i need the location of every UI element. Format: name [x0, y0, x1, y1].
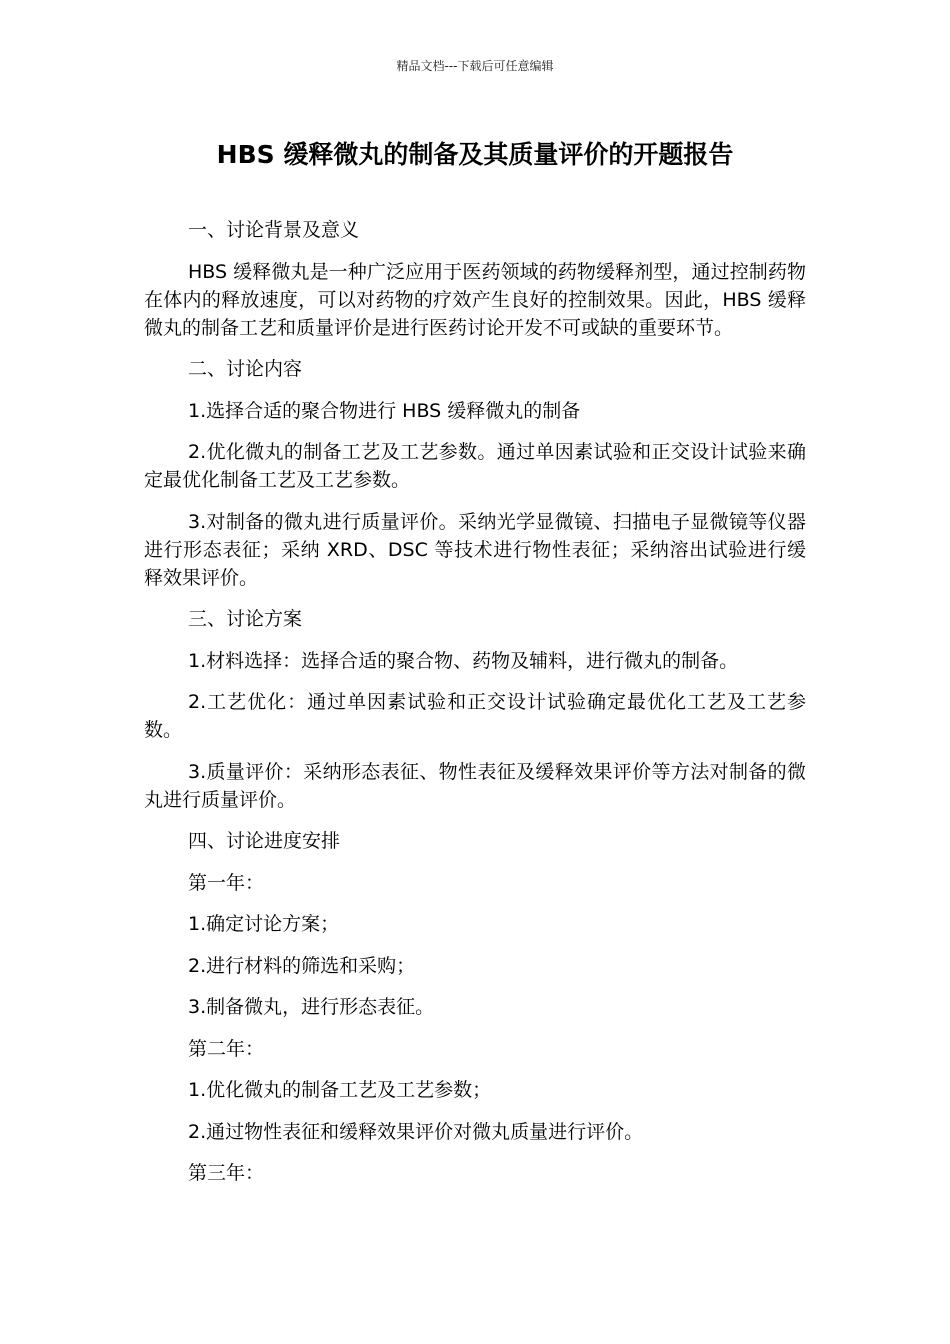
schedule-year-2-item-1: 1.优化微丸的制备工艺及工艺参数；	[188, 1079, 492, 1101]
section-heading-background: 一、讨论背景及意义	[188, 219, 360, 241]
header-note: 精品文档---下载后可任意编辑	[396, 59, 554, 73]
schedule-year-1-item-1: 1.确定讨论方案；	[188, 913, 340, 935]
content-item-1: 1.选择合适的聚合物进行 HBS 缓释微丸的制备	[188, 399, 581, 422]
section-heading-plan: 三、讨论方案	[188, 608, 303, 630]
schedule-year-1: 第一年：	[188, 871, 265, 894]
schedule-year-2-item-2: 2.通过物性表征和缓释效果评价对微丸质量进行评价。	[188, 1120, 644, 1143]
schedule-year-1-item-3: 3.制备微丸，进行形态表征。	[188, 996, 435, 1018]
document-title: HBS 缓释微丸的制备及其质量评价的开题报告	[216, 140, 734, 169]
schedule-year-2: 第二年：	[188, 1037, 265, 1060]
section-heading-schedule: 四、讨论进度安排	[188, 830, 341, 852]
document-body	[144, 216, 806, 1201]
paragraph-background: HBS 缓释微丸是一种广泛应用于医药领域的药物缓释剂型，通过控制药物在体内的释放速度，可以对药物的疗效产生良好的控制效果。因此，HBS 缓释微丸的制备工艺和质量评价是进行医药讨论开发不可或缺的重要环节。	[144, 260, 806, 339]
content-item-2: 2.优化微丸的制备工艺及工艺参数。通过单因素试验和正交设计试验来确定最优化制备工艺及工艺参数。	[144, 441, 806, 491]
plan-item-1: 1.材料选择：选择合适的聚合物、药物及辅料，进行微丸的制备。	[188, 649, 739, 672]
content-item-3: 3.对制备的微丸进行质量评价。采纳光学显微镜、扫描电子显微镜等仪器进行形态表征；采纳 XRD、DSC 等技术进行物性表征；采纳溶出试验进行缓释效果评价。	[144, 510, 806, 589]
plan-item-2: 2.工艺优化：通过单因素试验和正交设计试验确定最优化工艺及工艺参数。	[144, 691, 806, 741]
schedule-year-1-item-2: 2.进行材料的筛选和采购；	[188, 954, 416, 977]
schedule-year-3: 第三年：	[188, 1162, 265, 1184]
section-heading-content: 二、讨论内容	[188, 358, 303, 380]
plan-item-3: 3.质量评价：采纳形态表征、物性表征及缓释效果评价等方法对制备的微丸进行质量评价。	[144, 760, 806, 811]
